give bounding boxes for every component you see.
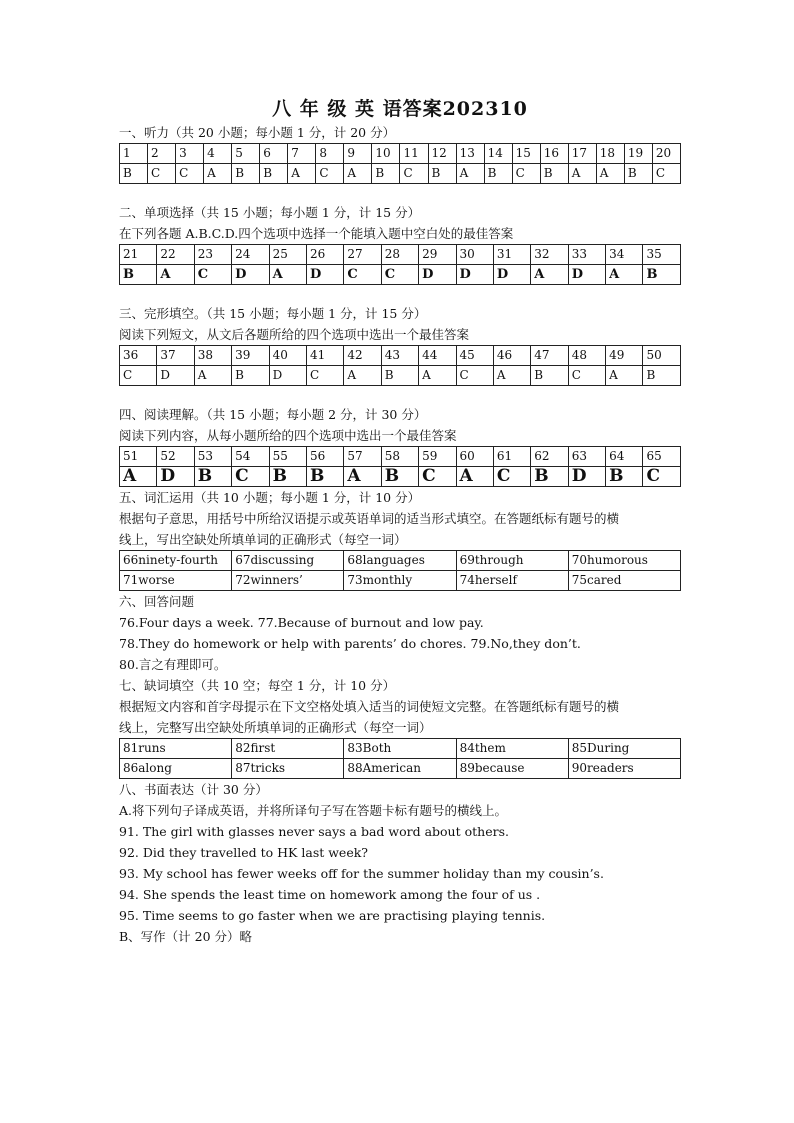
table-cell: 17 <box>568 144 596 164</box>
table-cell: 39 <box>232 346 269 366</box>
table-cell: 24 <box>232 245 269 265</box>
table-cell: 48 <box>568 346 605 366</box>
table-cell: 44 <box>419 346 456 366</box>
translation-93: 93. My school has fewer weeks off for the summer holiday than my cousin’s. <box>119 866 604 881</box>
table-cell: 58 <box>381 447 418 467</box>
section-7-table <box>119 738 681 779</box>
table-cell: C <box>400 164 428 184</box>
table-cell: A <box>204 164 232 184</box>
table-cell: A <box>344 366 381 386</box>
section-1-number-row <box>120 144 681 164</box>
table-cell: B <box>531 467 568 487</box>
section-2-instruction: 在下列各题 A.B.C.D.四个选项中选择一个能填入题中空白处的最佳答案 <box>119 226 514 241</box>
section-6-line-2: 78.They do homework or help with parents’ do chores. 79.No,they don’t. <box>119 636 581 651</box>
section-3-table <box>119 345 681 386</box>
table-cell: A <box>344 164 372 184</box>
table-cell: C <box>419 467 456 487</box>
table-cell: 51 <box>120 447 157 467</box>
section-5-heading: 五、词汇运用（共 10 小题；每小题 1 分，计 10 分） <box>119 490 421 505</box>
section-2-heading: 二、单项选择（共 15 小题；每小题 1 分，计 15 分） <box>119 205 421 220</box>
table-cell: B <box>381 467 418 487</box>
table-cell: 52 <box>157 447 194 467</box>
table-cell: D <box>568 265 605 285</box>
table-cell: C <box>176 164 204 184</box>
table-cell: 30 <box>456 245 493 265</box>
table-cell: 56 <box>306 447 343 467</box>
table-cell: B <box>372 164 400 184</box>
table-cell: A <box>456 467 493 487</box>
table-cell: C <box>306 366 343 386</box>
table-cell: 57 <box>344 447 381 467</box>
table-cell: 27 <box>344 245 381 265</box>
table-cell: B <box>260 164 288 184</box>
table-cell: 18 <box>596 144 624 164</box>
table-cell: 40 <box>269 346 306 366</box>
table-cell: 86along <box>120 759 232 779</box>
section-4-instruction: 阅读下列内容，从每小题所给的四个选项中选出一个最佳答案 <box>119 428 457 443</box>
table-cell: C <box>381 265 418 285</box>
table-cell: 12 <box>428 144 456 164</box>
table-cell: 74herself <box>456 571 568 591</box>
section-5-instruction-1: 根据句子意思，用括号中所给汉语提示或英语单词的适当形式填空。在答题纸标有题号的横 <box>119 511 620 526</box>
table-cell: C <box>194 265 231 285</box>
table-cell: 10 <box>372 144 400 164</box>
table-cell: 65 <box>643 447 681 467</box>
table-cell: B <box>484 164 512 184</box>
table-cell: C <box>148 164 176 184</box>
table-cell: A <box>157 265 194 285</box>
table-cell: 6 <box>260 144 288 164</box>
translation-95: 95. Time seems to go faster when we are practising playing tennis. <box>119 908 546 923</box>
table-cell: 25 <box>269 245 306 265</box>
table-cell: 45 <box>456 346 493 366</box>
table-cell: A <box>120 467 157 487</box>
section-8-part-a: A.将下列句子译成英语，并将所译句子写在答题卡标有题号的横线上。 <box>119 803 508 818</box>
translation-92: 92. Did they travelled to HK last week? <box>119 845 368 860</box>
section-4-number-row <box>120 447 681 467</box>
table-cell: B <box>120 265 157 285</box>
table-cell: C <box>316 164 344 184</box>
table-cell: 8 <box>316 144 344 164</box>
section-7-row-2 <box>120 759 681 779</box>
table-cell: C <box>568 366 605 386</box>
table-cell: A <box>194 366 231 386</box>
table-cell: 63 <box>568 447 605 467</box>
table-cell: 23 <box>194 245 231 265</box>
table-cell: A <box>606 265 643 285</box>
section-5-table <box>119 550 681 591</box>
section-5-row-1 <box>120 551 681 571</box>
table-cell: C <box>652 164 680 184</box>
table-cell: B <box>232 366 269 386</box>
section-6-line-3: 80.言之有理即可。 <box>119 657 227 672</box>
table-cell: A <box>456 164 484 184</box>
section-5-instruction-2: 线上，写出空缺处所填单词的正确形式（每空一词） <box>119 532 407 547</box>
section-1-answer-row <box>120 164 681 184</box>
table-cell: 84them <box>456 739 568 759</box>
table-cell: 68languages <box>344 551 456 571</box>
table-cell: 72winners’ <box>232 571 344 591</box>
table-cell: A <box>568 164 596 184</box>
section-1-table <box>119 143 681 184</box>
table-cell: B <box>606 467 643 487</box>
table-cell: C <box>493 467 530 487</box>
table-cell: 22 <box>157 245 194 265</box>
table-cell: 15 <box>512 144 540 164</box>
table-cell: B <box>194 467 231 487</box>
table-cell: 89because <box>456 759 568 779</box>
table-cell: 85During <box>568 739 680 759</box>
answer-sheet <box>119 96 681 947</box>
table-cell: 13 <box>456 144 484 164</box>
table-cell: D <box>306 265 343 285</box>
table-cell: B <box>643 265 681 285</box>
table-cell: 1 <box>120 144 148 164</box>
table-cell: A <box>531 265 568 285</box>
table-cell: 67discussing <box>232 551 344 571</box>
table-cell: 69through <box>456 551 568 571</box>
table-cell: B <box>269 467 306 487</box>
table-cell: 59 <box>419 447 456 467</box>
table-cell: 49 <box>606 346 643 366</box>
table-cell: 38 <box>194 346 231 366</box>
table-cell: 75cared <box>568 571 680 591</box>
section-8-heading: 八、书面表达（计 30 分） <box>119 782 268 797</box>
table-cell: B <box>306 467 343 487</box>
table-cell: D <box>419 265 456 285</box>
table-cell: 46 <box>493 346 530 366</box>
table-cell: A <box>493 366 530 386</box>
table-cell: 21 <box>120 245 157 265</box>
table-cell: 90readers <box>568 759 680 779</box>
section-1-heading: 一、听力（共 20 小题；每小题 1 分，计 20 分） <box>119 125 396 140</box>
table-cell: 41 <box>306 346 343 366</box>
table-cell: 47 <box>531 346 568 366</box>
table-cell: 19 <box>624 144 652 164</box>
section-2-number-row <box>120 245 681 265</box>
table-cell: B <box>643 366 681 386</box>
table-cell: 20 <box>652 144 680 164</box>
table-cell: 32 <box>531 245 568 265</box>
table-cell: 82first <box>232 739 344 759</box>
section-3-instruction: 阅读下列短文，从文后各题所给的四个选项中选出一个最佳答案 <box>119 327 470 342</box>
table-cell: 53 <box>194 447 231 467</box>
table-cell: 70humorous <box>568 551 680 571</box>
table-cell: 5 <box>232 144 260 164</box>
translation-94: 94. She spends the least time on homework among the four of us . <box>119 887 541 902</box>
table-cell: 29 <box>419 245 456 265</box>
table-cell: 35 <box>643 245 681 265</box>
section-7-row-1 <box>120 739 681 759</box>
table-cell: 7 <box>288 144 316 164</box>
table-cell: 54 <box>232 447 269 467</box>
table-cell: 4 <box>204 144 232 164</box>
table-cell: A <box>288 164 316 184</box>
table-cell: 42 <box>344 346 381 366</box>
table-cell: C <box>232 467 269 487</box>
table-cell: C <box>456 366 493 386</box>
table-cell: 55 <box>269 447 306 467</box>
table-cell: 33 <box>568 245 605 265</box>
section-3-number-row <box>120 346 681 366</box>
section-3-heading: 三、完形填空。（共 15 小题；每小题 1 分，计 15 分） <box>119 306 427 321</box>
section-6-line-1: 76.Four days a week. 77.Because of burnout and low pay. <box>119 615 484 630</box>
translation-91: 91. The girl with glasses never says a bad word about others. <box>119 824 509 839</box>
table-cell: 31 <box>493 245 530 265</box>
table-cell: D <box>568 467 605 487</box>
table-cell: 50 <box>643 346 681 366</box>
table-cell: 9 <box>344 144 372 164</box>
table-cell: B <box>232 164 260 184</box>
table-cell: D <box>456 265 493 285</box>
table-cell: B <box>381 366 418 386</box>
table-cell: 61 <box>493 447 530 467</box>
table-cell: 64 <box>606 447 643 467</box>
section-7-instruction-1: 根据短文内容和首字母提示在下文空格处填入适当的词使短文完整。在答题纸标有题号的横 <box>119 699 620 714</box>
table-cell: 34 <box>606 245 643 265</box>
page-title: 八 年 级 英 语答案202310 <box>272 98 528 120</box>
section-2-answer-row <box>120 265 681 285</box>
table-cell: 66ninety-fourth <box>120 551 232 571</box>
table-cell: B <box>428 164 456 184</box>
table-cell: B <box>531 366 568 386</box>
table-cell: D <box>232 265 269 285</box>
table-cell: A <box>269 265 306 285</box>
section-4-answer-row <box>120 467 681 487</box>
table-cell: 60 <box>456 447 493 467</box>
table-cell: 16 <box>540 144 568 164</box>
section-8-part-b: B、写作（计 20 分）略 <box>119 929 253 944</box>
table-cell: A <box>419 366 456 386</box>
table-cell: 73monthly <box>344 571 456 591</box>
section-5-row-2 <box>120 571 681 591</box>
table-cell: 26 <box>306 245 343 265</box>
section-6-heading: 六、回答问题 <box>119 594 195 609</box>
table-cell: B <box>120 164 148 184</box>
table-cell: D <box>157 366 194 386</box>
table-cell: 28 <box>381 245 418 265</box>
table-cell: C <box>643 467 681 487</box>
table-cell: A <box>596 164 624 184</box>
table-cell: 43 <box>381 346 418 366</box>
section-7-instruction-2: 线上，完整写出空缺处所填单词的正确形式（每空一词） <box>119 720 432 735</box>
table-cell: B <box>624 164 652 184</box>
table-cell: A <box>344 467 381 487</box>
section-4-heading: 四、阅读理解。（共 15 小题；每小题 2 分，计 30 分） <box>119 407 427 422</box>
table-cell: 83Both <box>344 739 456 759</box>
table-cell: 87tricks <box>232 759 344 779</box>
table-cell: 11 <box>400 144 428 164</box>
section-2-table <box>119 244 681 285</box>
table-cell: 14 <box>484 144 512 164</box>
table-cell: 62 <box>531 447 568 467</box>
table-cell: D <box>269 366 306 386</box>
section-4-table <box>119 446 681 487</box>
table-cell: C <box>512 164 540 184</box>
table-cell: 3 <box>176 144 204 164</box>
table-cell: D <box>157 467 194 487</box>
table-cell: B <box>540 164 568 184</box>
table-cell: C <box>344 265 381 285</box>
table-cell: 88American <box>344 759 456 779</box>
table-cell: 36 <box>120 346 157 366</box>
table-cell: C <box>120 366 157 386</box>
section-7-heading: 七、缺词填空（共 10 空；每空 1 分，计 10 分） <box>119 678 396 693</box>
section-3-answer-row <box>120 366 681 386</box>
table-cell: 2 <box>148 144 176 164</box>
table-cell: 81runs <box>120 739 232 759</box>
table-cell: 37 <box>157 346 194 366</box>
table-cell: D <box>493 265 530 285</box>
table-cell: A <box>606 366 643 386</box>
table-cell: 71worse <box>120 571 232 591</box>
